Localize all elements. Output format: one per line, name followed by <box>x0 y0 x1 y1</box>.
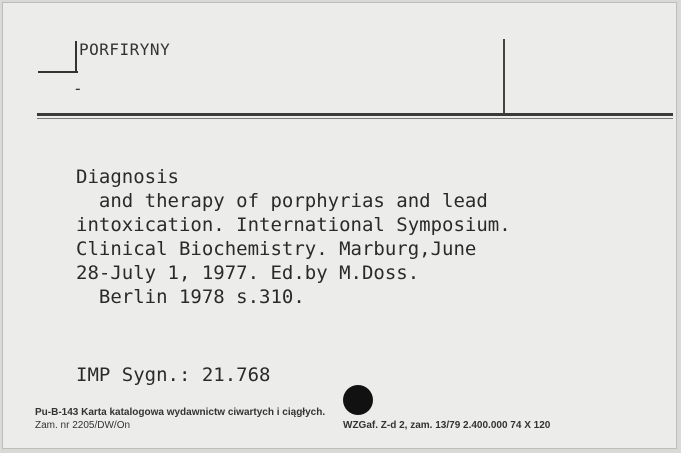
header-rule <box>37 113 673 116</box>
footer-line-1: Pu-B-143 Karta katalogowa wydawnictw ciwartych i ciągłych. <box>35 407 326 418</box>
entry-line: Diagnosis <box>76 166 179 188</box>
catalog-card <box>2 2 677 449</box>
subject-heading: PORFIRYNY <box>79 40 171 59</box>
entry-line: 28-July 1, 1977. Ed.by M.Doss. <box>76 262 420 284</box>
dash-mark: - <box>73 79 83 98</box>
header-rule-thin <box>37 118 673 119</box>
bibliographic-entry <box>76 165 666 309</box>
column-divider <box>503 39 505 115</box>
entry-line: Berlin 1978 s.310. <box>76 286 305 308</box>
punch-hole <box>343 385 373 415</box>
footer-line-2-left: Zam. nr 2205/DW/On <box>35 420 131 431</box>
entry-line: and therapy of porphyrias and lead <box>76 190 488 212</box>
heading-underline <box>38 71 78 73</box>
call-number: IMP Sygn.: 21.768 <box>76 364 271 386</box>
entry-line: Clinical Biochemistry. Marburg,June <box>76 238 477 260</box>
footer-line-2-right: WZGaf. Z-d 2, zam. 13/79 2.400.000 74 X 120 <box>343 420 551 431</box>
heading-bracket <box>75 41 77 71</box>
entry-line: intoxication. International Symposium. <box>76 214 511 236</box>
